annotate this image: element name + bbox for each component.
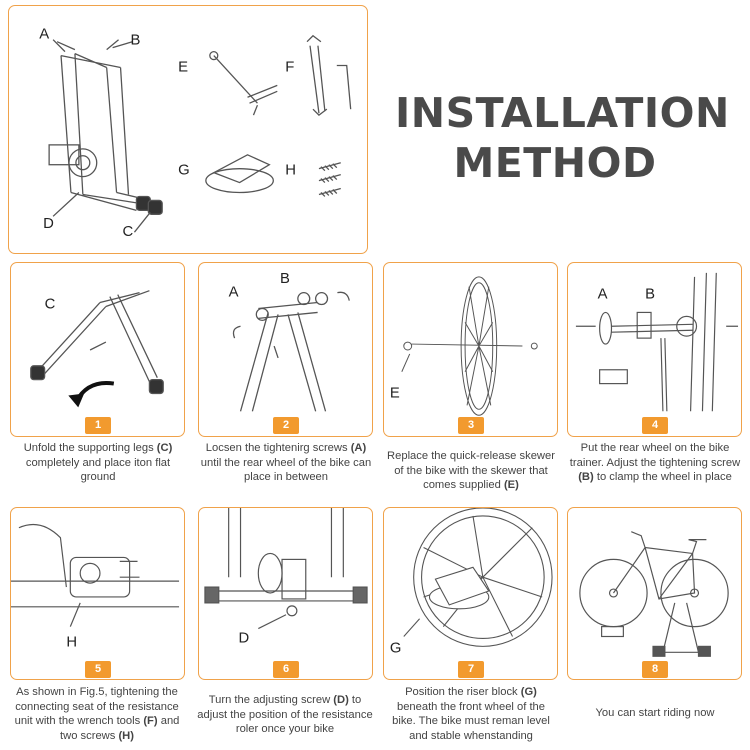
step-5-caption: As shown in Fig.5, tightening the connecting seat of the resistance unit with the wrench tools (F) and two screws (H) [14,686,180,742]
title-line-2: METHOD [453,139,657,187]
step-3-drawing [384,263,557,436]
step-1-drawing [11,263,184,436]
step-8-drawing [568,508,741,679]
step-7-drawing [384,508,557,679]
step-1-badge: 1 [85,417,111,434]
parts-overview-panel [8,5,368,254]
step-5-panel [10,507,185,680]
step-2-badge: 2 [273,417,299,434]
part-label-g: G [178,162,190,179]
step-4-label-a: A [597,286,608,303]
step-3-panel [383,262,558,437]
step-8-caption: You can start riding now [595,707,715,719]
step-2-label-b: B [280,270,290,287]
part-label-d: D [43,216,54,233]
step-2-label-a: A [228,284,239,301]
step-2-drawing [199,263,372,436]
part-label-h: H [285,162,296,179]
step-6-label-d: D [238,630,250,647]
step-2-caption: Locsen the tightenirg screws (A) until the rear wheel of the bike can place in between [200,442,372,483]
part-label-e: E [178,59,189,76]
step-1-caption: Unfold the supporting legs (C) completely and place iton flat ground [23,442,173,483]
step-1-label-c: C [44,296,56,313]
part-label-c: C [122,224,134,241]
step-3-label-e: E [389,385,400,402]
step-7-label-g: G [389,640,402,657]
part-label-b: B [130,32,141,49]
step-8-badge: 8 [642,661,668,678]
step-5-label-h: H [66,634,78,651]
part-label-f: F [285,59,295,76]
parts-overview-drawing [9,6,367,253]
step-4-drawing [568,263,741,436]
step-6-panel [198,507,373,680]
step-3-badge: 3 [458,417,484,434]
step-7-panel [383,507,558,680]
step-6-badge: 6 [273,661,299,678]
step-4-badge: 4 [642,417,668,434]
page-title [395,88,730,188]
step-2-panel [198,262,373,437]
step-6-drawing [199,508,372,679]
part-label-a: A [39,26,50,43]
step-5-badge: 5 [85,661,111,678]
title-line-1: INSTALLATION [395,89,730,137]
step-5-drawing [11,508,184,679]
step-1-panel [10,262,185,437]
step-4-caption: Put the rear wheel on the bike trainer. Adjust the tightening screw (B) to clamp the wheel in place [569,442,741,483]
step-4-label-b: B [645,286,655,303]
step-7-caption: Position the riser block (G) beneath the front wheel of the bike. The bike must reman level and stable whenstanding [392,686,550,742]
step-4-panel [567,262,742,437]
step-8-panel [567,507,742,680]
step-6-caption: Turn the adjusting screw (D) to adjust the position of the resistance roler once your bike [197,694,373,735]
step-7-badge: 7 [458,661,484,678]
step-3-caption: Replace the quick-release skewer of the bike with the skewer that comes supplied (E) [387,450,555,491]
